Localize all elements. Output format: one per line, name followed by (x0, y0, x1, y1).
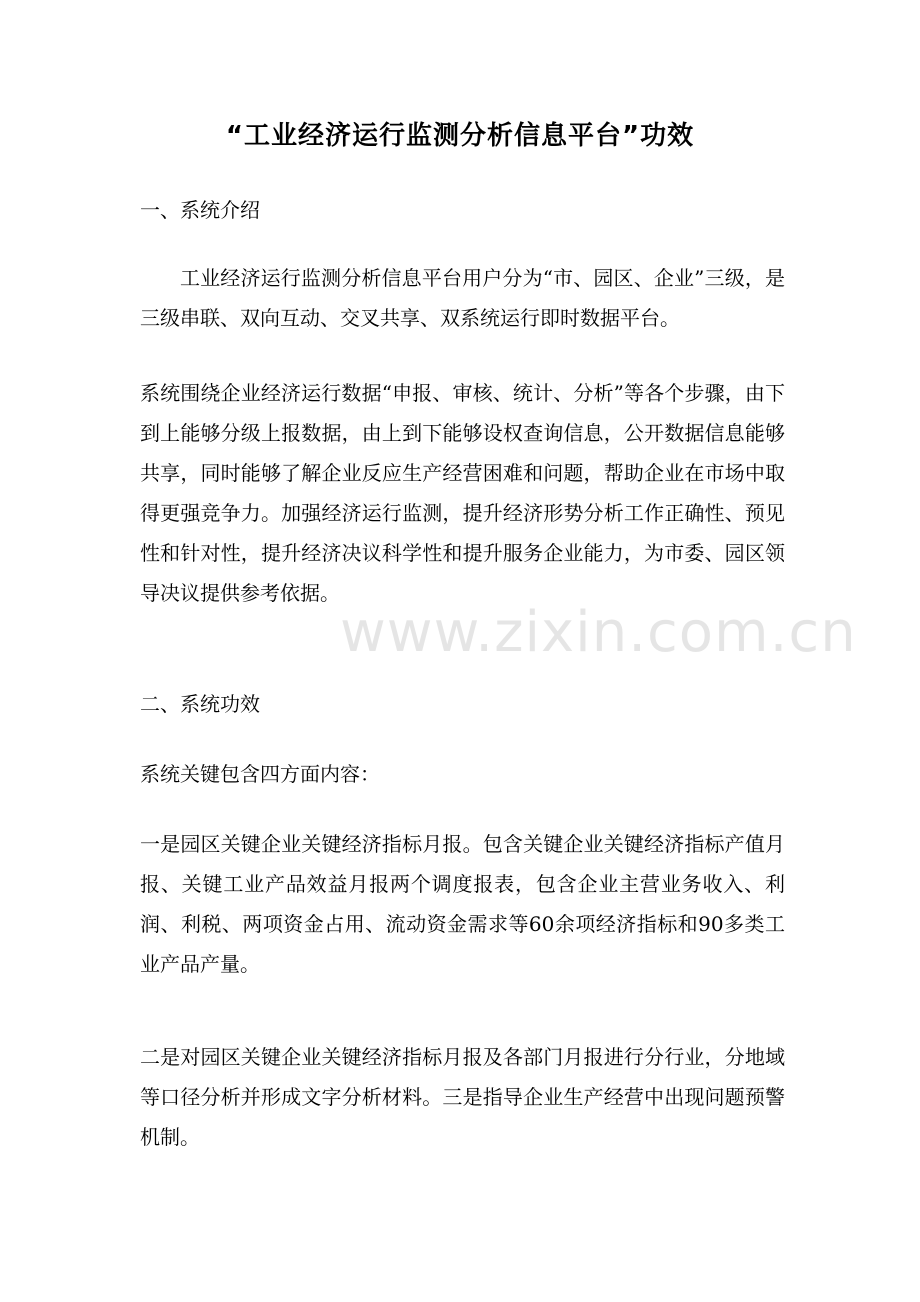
paragraph-functions-2: 二是对园区关键企业关键经济指标月报及各部门月报进行分行业，分地域等口径分析并形成文字分析材料。三是指导企业生产经营中出现问题预警机制。 (140, 1045, 785, 1149)
paragraph-intro-2: 系统围绕企业经济运行数据“申报、审核、统计、分析”等各个步骤，由下到上能够分级上报数据，由上到下能够设权查询信息，公开数据信息能够共享，同时能够了解企业反应生产经营困难和问题，帮助企业在市场中取得更强竞争力。加强经济运行监测，提升经济形势分析工作正确性、预见性和针对性，提升经济决议科学性和提升服务企业能力，为市委、园区领导决议提供参考依据。 (140, 381, 785, 605)
paragraph-intro-1: 工业经济运行监测分析信息平台用户分为“市、园区、企业”三级，是三级串联、双向互动、交叉共享、双系统运行即时数据平台。 (140, 266, 785, 330)
watermark: www.zixin.com.cn (340, 600, 857, 665)
section-heading-functions: 二、系统功效 (140, 692, 260, 716)
document-title: “工业经济运行监测分析信息平台”功效 (225, 121, 695, 151)
paragraph-functions-1: 一是园区关键企业关键经济指标月报。包含关键企业关键经济指标产值月报、关键工业产品效益月报两个调度报表，包含企业主营业务收入、利润、利税、两项资金占用、流动资金需求等60余项经济指标和90多类工业产品产量。 (140, 832, 785, 976)
paragraph-functions-intro: 系统关键包含四方面内容： (140, 762, 380, 786)
section-heading-intro: 一、系统介绍 (140, 198, 260, 222)
